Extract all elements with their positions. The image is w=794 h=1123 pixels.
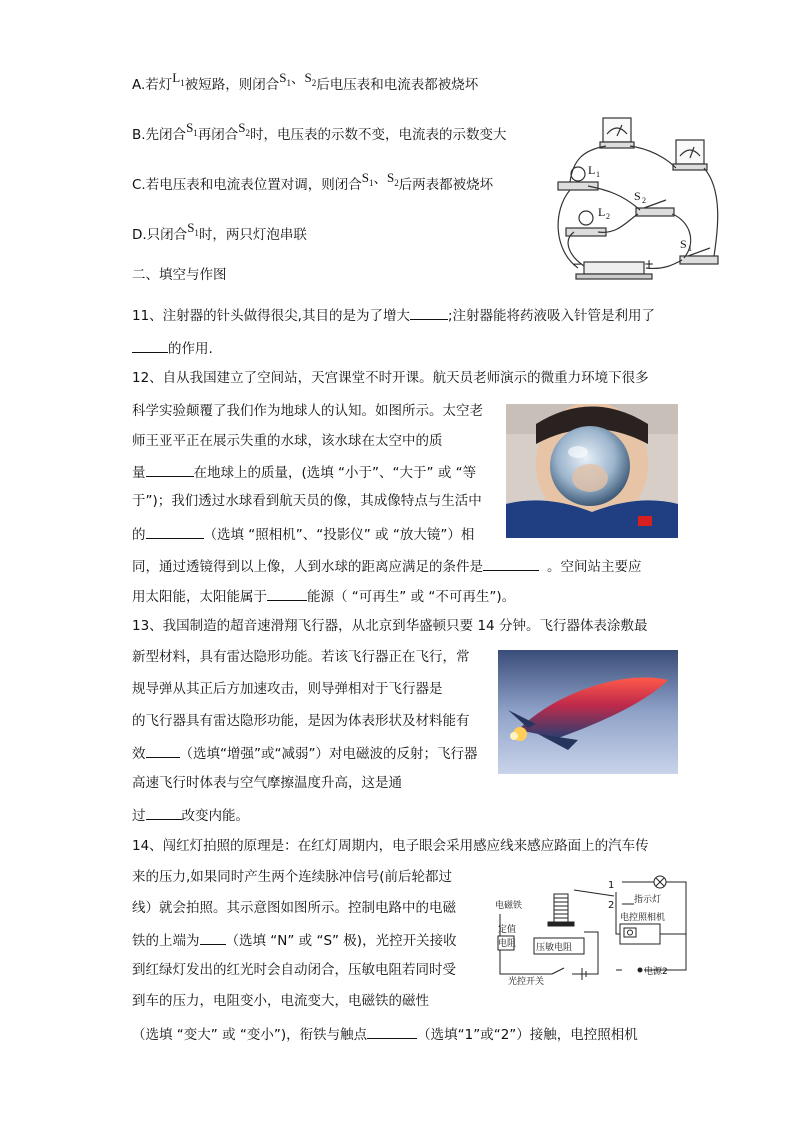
- label-fixed-resistor-1: 定值: [498, 925, 517, 935]
- symbol-s2: $S^2$: [238, 120, 251, 138]
- symbol-s2: $S^2$: [386, 170, 399, 188]
- label-electromagnet: 电磁铁: [495, 901, 523, 911]
- q12-line-1: 12、自从我国建立了空间站，天宫课堂不时开课。航天员老师演示的微重力环境下很多: [132, 370, 649, 386]
- answer-blank[interactable]: [483, 556, 539, 571]
- option-b: B.先闭合$S^1$再闭合$S^2$时，电压表的示数不变，电流表的示数变大: [132, 120, 507, 143]
- label-pressure-resistor: 压敏电阻: [536, 943, 573, 953]
- q14-line-7: （选填 “变大” 或 “变小”)，衔铁与触点 （选填“1”或“2”）接触，电控照相机: [132, 1024, 638, 1044]
- section-title: 二、填空与作图: [132, 267, 227, 283]
- label-l2-sub: 2: [606, 212, 610, 221]
- option-a: A.若灯$L^1$被短路，则闭合$S^1$、$S^2$后电压表和电流表都被烧坏: [132, 70, 479, 93]
- label-indicator-light: 指示灯: [634, 895, 662, 905]
- q13-line-3: 规导弹从其正后方加速攻击，则导弹相对于飞行器是: [132, 681, 443, 697]
- label-s1: S: [680, 237, 687, 251]
- q12-line-3: 师王亚平正在展示失重的水球，该水球在太空中的质: [132, 433, 443, 449]
- q13-line-1: 13、我国制造的超音速滑翔飞行器，从北京到华盛顿只要 14 分钟。飞行器体表涂敷最: [132, 618, 648, 634]
- q14-line-6: 到车的压力，电阻变小，电流变大，电磁铁的磁性: [132, 993, 429, 1009]
- answer-blank[interactable]: [367, 1024, 417, 1039]
- q14-line-3: 线）就会拍照。其示意图如图所示。控制电路中的电磁: [132, 900, 456, 916]
- answer-blank[interactable]: [146, 462, 194, 477]
- q14-line-5: 到红绿灯发出的红光时会自动闭合，压敏电阻若同时受: [132, 962, 456, 978]
- label-plus: +: [644, 257, 655, 271]
- q14-line-1: 14、闯红灯拍照的原理是：在红灯周期内，电子眼会采用感应线来感应路面上的汽车传: [132, 838, 649, 854]
- astronaut-water-ball-photo: [506, 404, 678, 538]
- label-light-switch: 光控开关: [508, 977, 545, 986]
- answer-blank[interactable]: [146, 805, 182, 820]
- label-contact-1: 1: [608, 880, 615, 891]
- label-power-2: 电源2: [644, 967, 668, 977]
- label-contact-2: 2: [608, 900, 615, 911]
- q12-line-8: 用太阳能，太阳能属于 能源（ “可再生” 或 “不可再生”)。: [132, 586, 515, 606]
- label-camera: 电控照相机: [620, 913, 666, 923]
- answer-blank[interactable]: [200, 930, 226, 945]
- q13-line-6: 高速飞行时体表与空气摩擦温度升高，这是通: [132, 775, 402, 791]
- q13-line-5: 效 （选填“增强”或“减弱”）对电磁波的反射；飞行器: [132, 743, 477, 763]
- label-minus: −: [572, 257, 583, 271]
- label-l1-sub: 1: [596, 170, 600, 179]
- hypersonic-aircraft-photo: [498, 650, 678, 774]
- q14-line-2: 来的压力,如果同时产生两个连续脉冲信号(前后轮都过: [132, 869, 453, 885]
- red-light-camera-circuit: [494, 874, 690, 986]
- q11-line-1: 11、注射器的针头做得很尖,其目的是为了增大 ;注射器能将药液吸入针管是利用了: [132, 305, 655, 325]
- label-s2-sub: 2: [642, 196, 646, 205]
- circuit-figure: [548, 110, 728, 290]
- label-s1-sub: 1: [688, 244, 692, 253]
- answer-blank[interactable]: [146, 524, 204, 539]
- symbol-s1: $S^1$: [186, 120, 198, 138]
- option-c: C.若电压表和电流表位置对调，则闭合$S^1$、$S^2$后两表都被烧坏: [132, 170, 494, 193]
- answer-blank[interactable]: [410, 305, 448, 320]
- answer-blank[interactable]: [146, 743, 180, 758]
- q12-line-4: 量 在地球上的质量，(选填 “小于”、“大于” 或 “等: [132, 462, 476, 482]
- q11-line-2: 的作用.: [132, 338, 213, 358]
- label-s2: S: [634, 189, 641, 203]
- label-fixed-resistor-2: 电阻: [498, 939, 517, 949]
- symbol-s1: $S^1$: [279, 70, 291, 88]
- answer-blank[interactable]: [267, 586, 307, 601]
- q14-line-4: 铁的上端为 （选填 “N” 或 “S” 极)，光控开关接收: [132, 930, 457, 950]
- symbol-s2: $S^2$: [304, 70, 317, 88]
- q13-line-2: 新型材料，具有雷达隐形功能。若该飞行器正在飞行，常: [132, 649, 470, 665]
- q12-line-5: 于”)；我们透过水球看到航天员的像，其成像特点与生活中: [132, 493, 482, 509]
- symbol-l1: $L^1$: [172, 70, 185, 88]
- symbol-s1: $S^1$: [187, 220, 199, 238]
- label-l1: L: [588, 163, 596, 177]
- q12-line-7: 同，通过透镜得到以上像，人到水球的距离应满足的条件是 。空间站主要应: [132, 556, 642, 576]
- q12-line-6: 的 （选填 “照相机”、“投影仪” 或 “放大镜”）相: [132, 524, 474, 544]
- option-d: D.只闭合$S^1$时，两只灯泡串联: [132, 220, 307, 243]
- label-l2: L: [598, 205, 606, 219]
- symbol-s1: $S^1$: [361, 170, 374, 188]
- q12-line-2: 科学实验颠覆了我们作为地球人的认知。如图所示。太空老: [132, 403, 483, 419]
- answer-blank[interactable]: [132, 338, 168, 353]
- q13-line-4: 的飞行器具有雷达隐形功能，是因为体表形状及材料能有: [132, 713, 470, 729]
- q13-line-7: 过 改变内能。: [132, 805, 249, 825]
